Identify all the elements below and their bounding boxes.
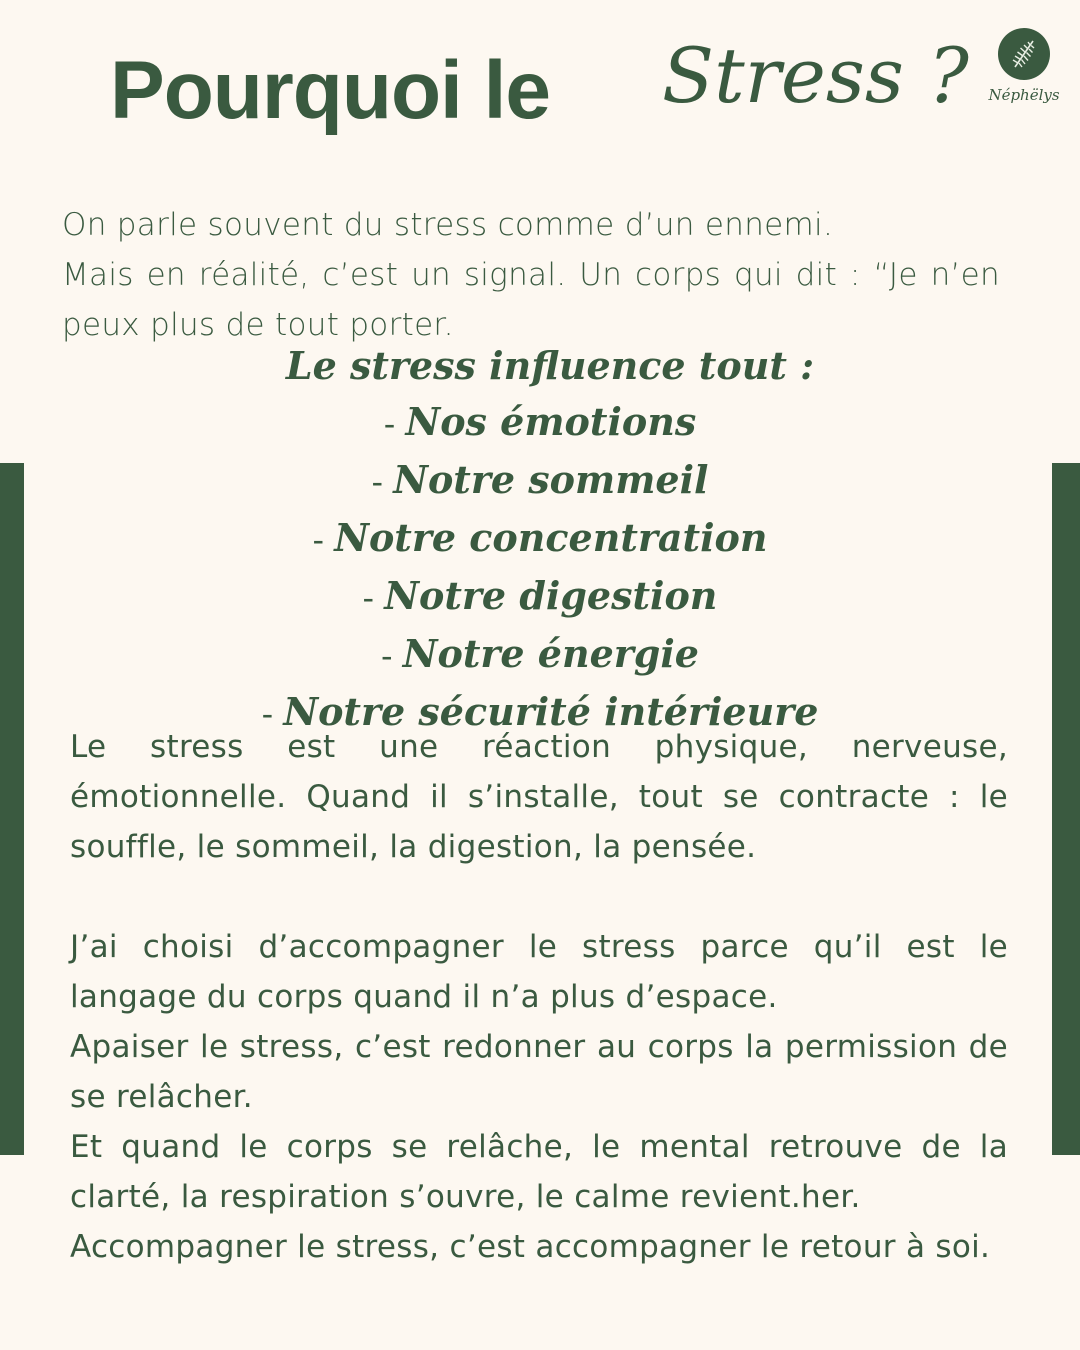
influence-list-title: Le stress influence tout : [285, 343, 815, 388]
intro-line-2: Mais en réalité, c’est un signal. Un corps qui dit : “Je n’en peux plus de tout porter. [62, 257, 1000, 343]
logo-wordmark: Néphëlys [988, 86, 1060, 104]
list-item: - Notre digestion [362, 573, 718, 618]
body-paragraph-1: Le stress est une réaction physique, nerveuse, émotionnelle. Quand il s’installe, tout se contracte : le souffle, le sommeil, la digestion, la pensée. [70, 729, 1008, 865]
list-item: - Notre énergie [381, 631, 699, 676]
list-item: - Nos émotions [383, 399, 697, 444]
body-spacer [70, 872, 1008, 922]
body-paragraph-5: Accompagner le stress, c’est accompagner le retour à soi. [70, 1229, 991, 1265]
logo-circle [998, 28, 1050, 80]
fern-leaf-icon [1007, 37, 1041, 71]
list-item: - Notre sommeil [371, 457, 709, 502]
body-text [70, 722, 1008, 1272]
influence-list [0, 338, 1080, 742]
brand-logo [988, 28, 1060, 104]
body-paragraph-3: Apaiser le stress, c’est redonner au corps la permission de se relâcher. [70, 1029, 1008, 1115]
intro-text [62, 200, 1000, 350]
body-paragraph-4: Et quand le corps se relâche, le mental retrouve de la clarté, la respiration s’ouvre, le calme revient.her. [70, 1129, 1008, 1215]
list-item: - Notre sécurité intérieure [261, 689, 819, 734]
intro-line-1: On parle souvent du stress comme d’un ennemi. [62, 207, 834, 243]
body-paragraph-2: J’ai choisi d’accompagner le stress parce qu’il est le langage du corps quand il n’a plus d’espace. [70, 929, 1008, 1015]
page-title-script: Stress ? [662, 31, 969, 120]
list-item: - Notre concentration [312, 515, 768, 560]
page-title: Pourquoi le [110, 45, 550, 136]
